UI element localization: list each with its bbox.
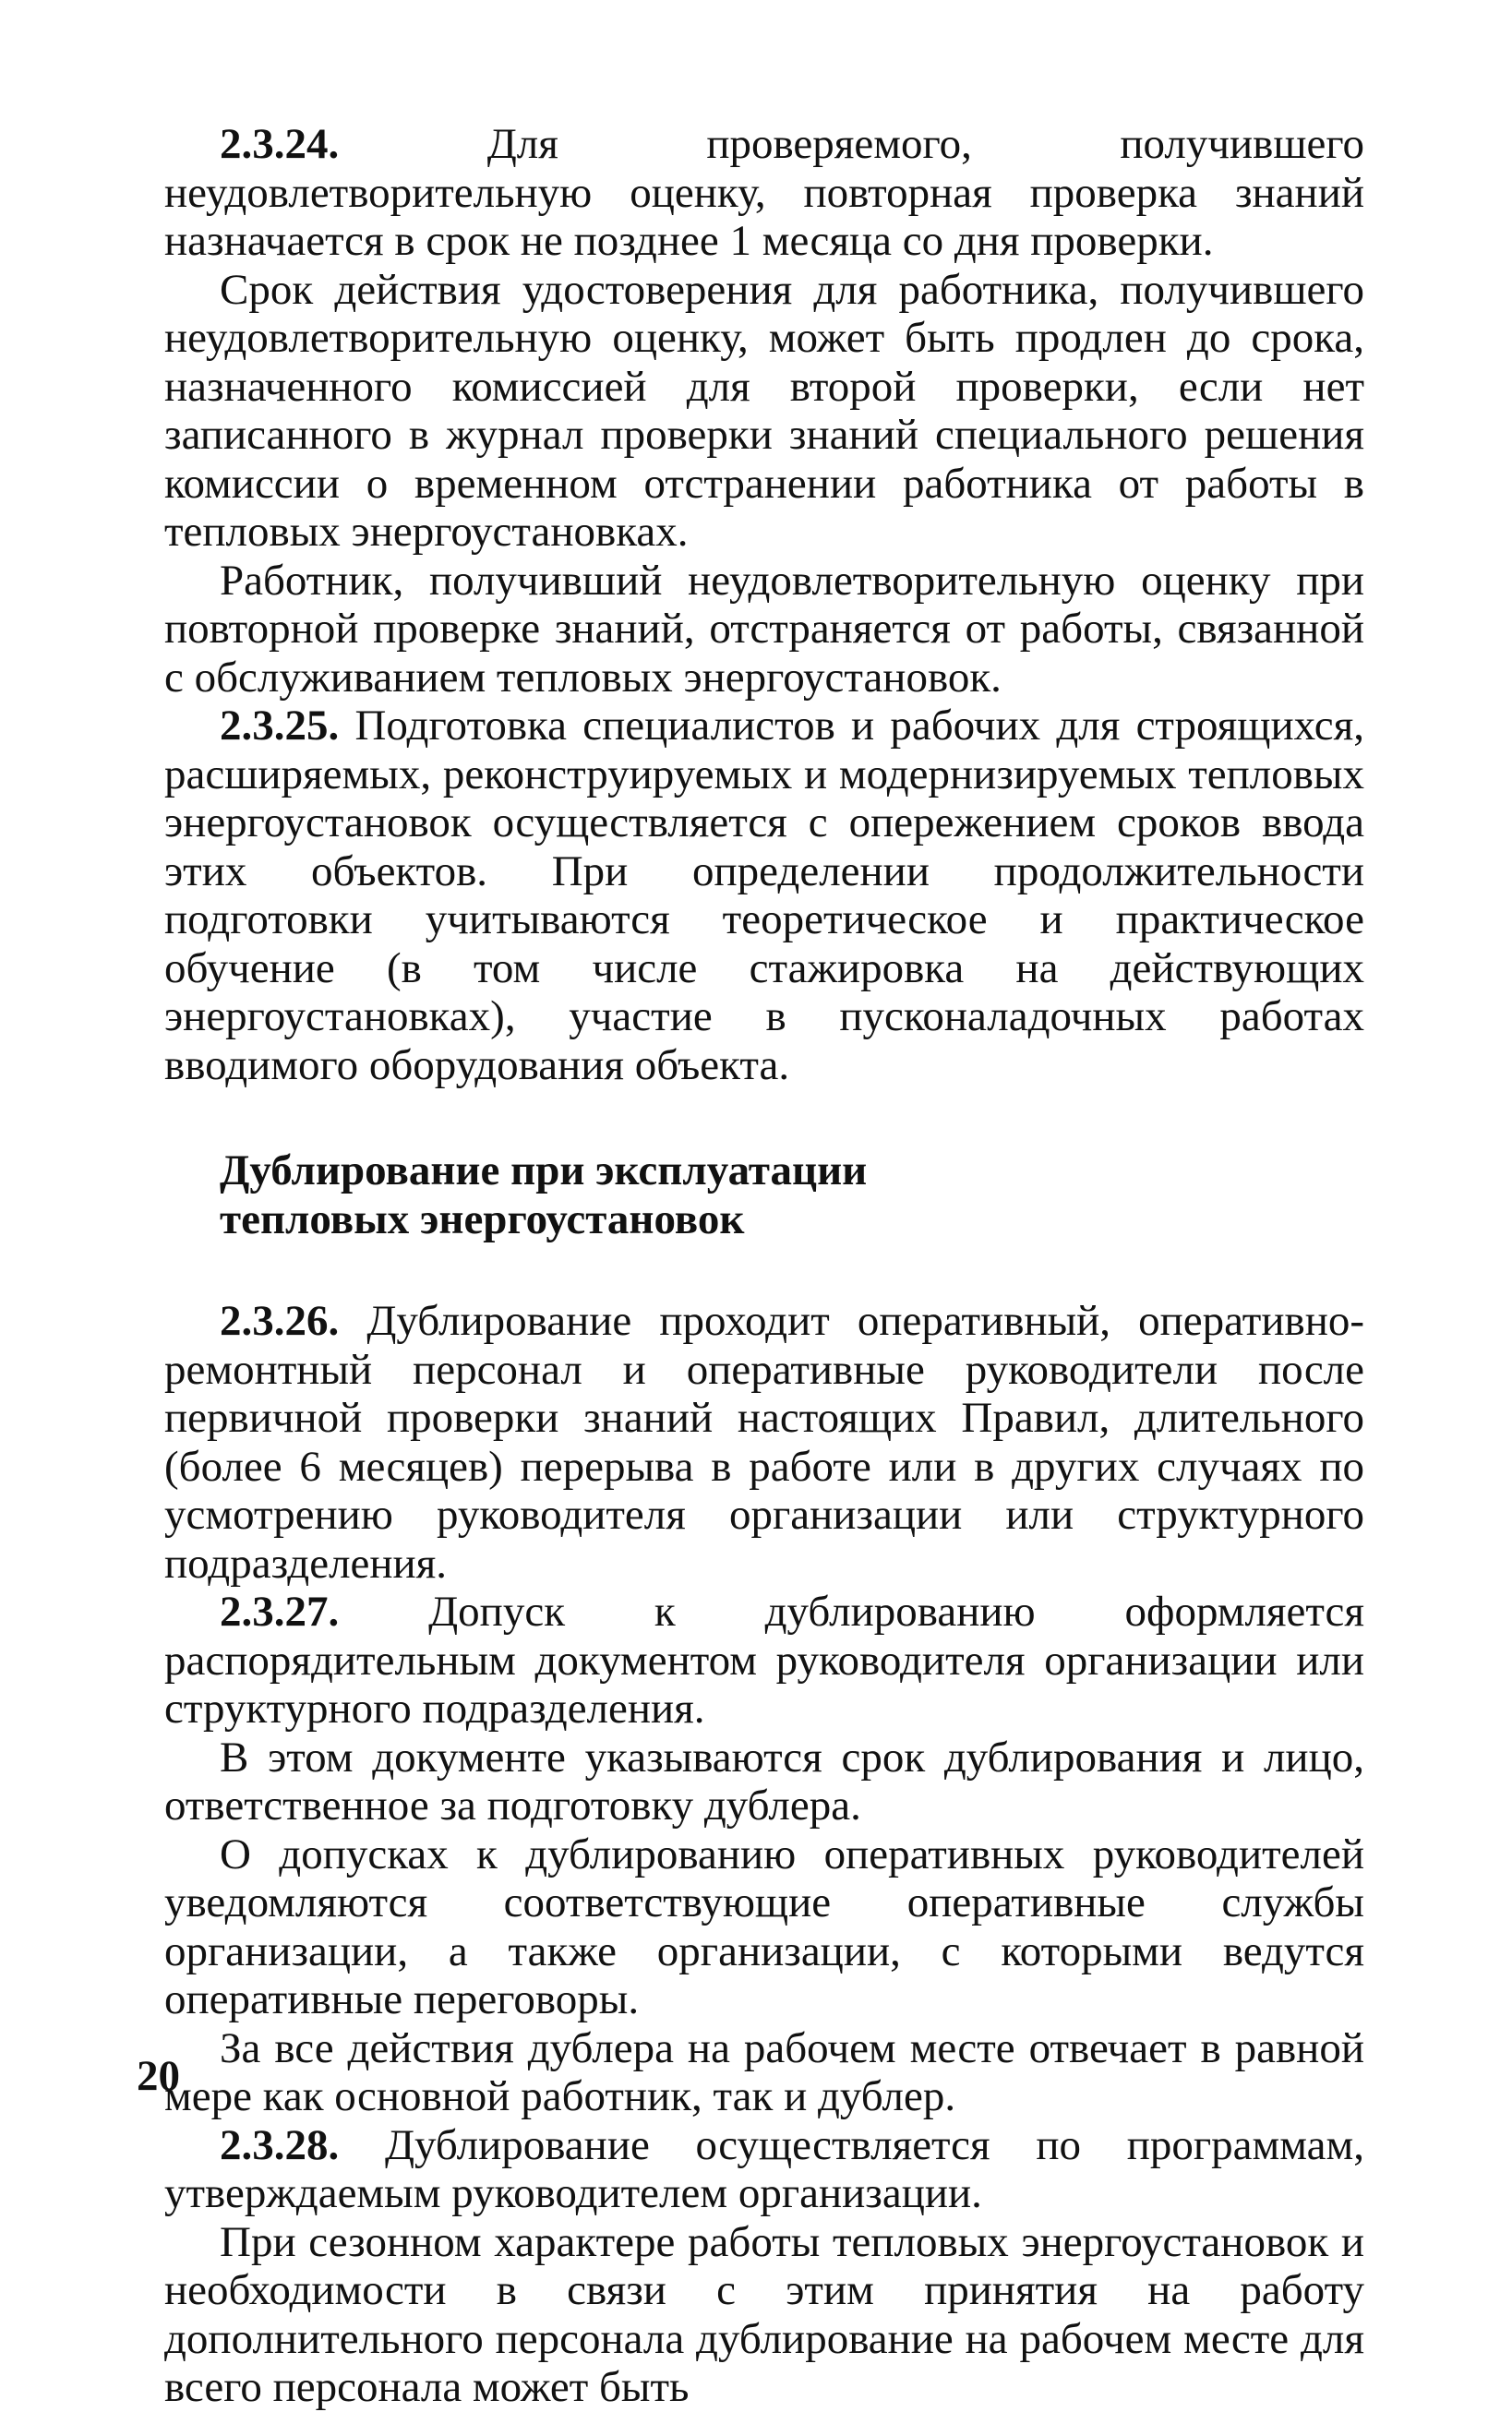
section-heading-line-2: тепловых энергоустановок [220,1194,745,1243]
paragraph-2-3-26 [164,1297,1364,1588]
paragraph-seasonal-work [164,2218,1364,2412]
document-page [164,120,1364,2412]
clause-number: 2.3.27. [220,1588,340,1636]
paragraph-2-3-24 [164,120,1364,266]
paragraph-suspension [164,557,1364,702]
paragraph-2-3-28 [164,2121,1364,2218]
paragraph-text: В этом документе указываются срок дублирования и лицо, ответственное за подготовку дублера. [164,1733,1364,1830]
paragraph-text: За все действия дублера на рабочем месте отвечает в равной мере как основной работник, так и дублер. [164,2023,1364,2120]
paragraph-text: Дублирование осуществляется по программам, утверждаемым руководителем организации. [164,2120,1364,2217]
clause-number: 2.3.28. [220,2120,340,2169]
paragraph-certificate-validity [164,266,1364,557]
paragraph-2-3-27 [164,1588,1364,1734]
page-number: 20 [137,2052,180,2100]
paragraph-text: Срок действия удостоверения для работника, получившего неудовлетворительную оценку, может быть продлен до срока, назначенного комиссией для второй проверки, если нет записанного в журнал проверки знаний специального решения комиссии о временном отстранении работника от работы в тепловых энергоустановках. [164,265,1364,556]
paragraph-text: Для проверяемого, получившего неудовлетворительную оценку, повторная проверка знаний назначается в срок не позднее 1 месяца со дня проверки. [164,120,1364,265]
paragraph-notifications [164,1830,1364,2024]
section-heading [220,1146,1364,1243]
paragraph-text: Работник, получивший неудовлетворительную оценку при повторной проверке знаний, отстраняется от работы, связанной с обслуживанием тепловых энергоустановок. [164,556,1364,702]
clause-number: 2.3.26. [220,1297,340,1345]
clause-number: 2.3.25. [220,702,340,750]
paragraph-text: Допуск к дублированию оформляется распорядительным документом руководителя организации или структурного подразделения. [164,1588,1364,1733]
paragraph-text: О допусках к дублированию оперативных руководителей уведомляются соответствующие оперативные службы организации, а также организации, с которыми ведутся оперативные переговоры. [164,1830,1364,2023]
paragraph-text: При сезонном характере работы тепловых энергоустановок и необходимости в связи с этим принятия на работу дополнительного персонала дублирование на рабочем месте для всего персонала может быть [164,2217,1364,2411]
paragraph-document-details [164,1734,1364,1830]
paragraph-2-3-25 [164,702,1364,1089]
section-heading-line-1: Дублирование при эксплуатации [220,1146,868,1194]
clause-number: 2.3.24. [220,120,340,168]
paragraph-text: Подготовка специалистов и рабочих для строящихся, расширяемых, реконструируемых и модернизируемых тепловых энергоустановок осуществляется с опережением сроков ввода этих объектов. При определении продолжительности подготовки учитываются теоретическое и практическое обучение (в том числе стажировка на действующих энергоустановках), участие в пусконаладочных работах вводимого оборудования объекта. [164,702,1364,1089]
paragraph-text: Дублирование проходит оперативный, оперативно-ремонтный персонал и оперативные руководители после первичной проверки знаний настоящих Правил, длительного (более 6 месяцев) перерыва в работе или в других случаях по усмотрению руководителя организации или структурного подразделения. [164,1297,1364,1588]
paragraph-responsibility [164,2024,1364,2121]
